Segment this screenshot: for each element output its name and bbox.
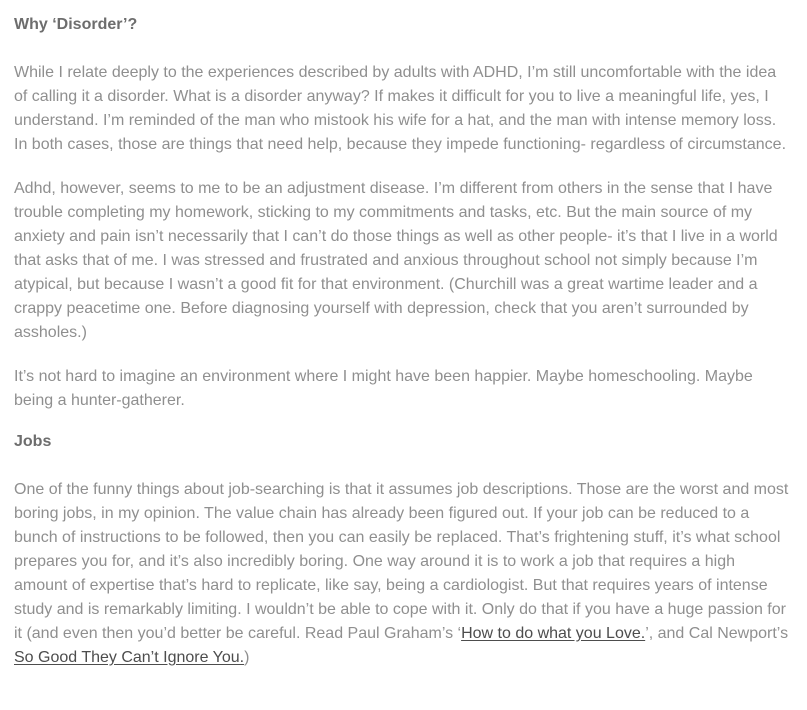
paragraph-text-between-links: ’, and Cal Newport’s [645, 625, 789, 642]
section-heading-why-disorder: Why ‘Disorder’? [14, 16, 138, 33]
paragraph-text-before-link1: One of the funny things about job-searching is that it assumes job descriptions. Those are the worst and most boring jobs, in my opinion. The value chain has already been figured out. If your job can be reduced to a bunch of instructions to be followed, then you can easily be replaced. That’s frightening stuff, it’s what school prepares you for, and it’s also incredibly boring. One way around it is to work a job that requires a high amount of expertise that’s hard to replicate, like say, being a cardiologist. But that requires years of intense study and is remarkably limiting. I wouldn’t be able to cope with it. Only do that if you have a huge passion for it (and even then you’d better be careful. Read Paul Graham’s ‘ [14, 481, 789, 642]
paragraph-disorder-2: Adhd, however, seems to me to be an adjustment disease. I’m different from others in the sense that I have trouble completing my homework, sticking to my commitments and tasks, etc. But the main source of my anxiety and pain isn’t necessarily that I can’t do those things as well as other people- it’s that I live in a world that asks that of me. I was stressed and frustrated and anxious throughout school not simply because I’m atypical, but because I wasn’t a good fit for that environment. (Churchill was a great wartime leader and a crappy peacetime one. Before diagnosing yourself with depression, check that you aren’t surrounded by assholes.) [14, 180, 778, 341]
section-heading-jobs: Jobs [14, 433, 52, 450]
paragraph-text-after-link2: ) [244, 649, 250, 666]
paragraph-disorder-1: While I relate deeply to the experiences described by adults with ADHD, I’m still uncomfortable with the idea of calling it a disorder. What is a disorder anyway? If makes it difficult for you to live a meaningful life, yes, I understand. I’m reminded of the man who mistook his wife for a hat, and the man with intense memory loss. In both cases, those are things that need help, because they impede functioning- regardless of circumstance. [14, 64, 787, 153]
link-how-to-do-what-you-love[interactable]: How to do what you Love. [461, 625, 646, 642]
paragraph-disorder-3: It’s not hard to imagine an environment where I might have been happier. Maybe homeschooling. Maybe being a hunter-gatherer. [14, 368, 753, 409]
link-so-good-they-cant-ignore-you[interactable]: So Good They Can’t Ignore You. [14, 649, 245, 666]
paragraph-jobs-1 [14, 478, 790, 670]
